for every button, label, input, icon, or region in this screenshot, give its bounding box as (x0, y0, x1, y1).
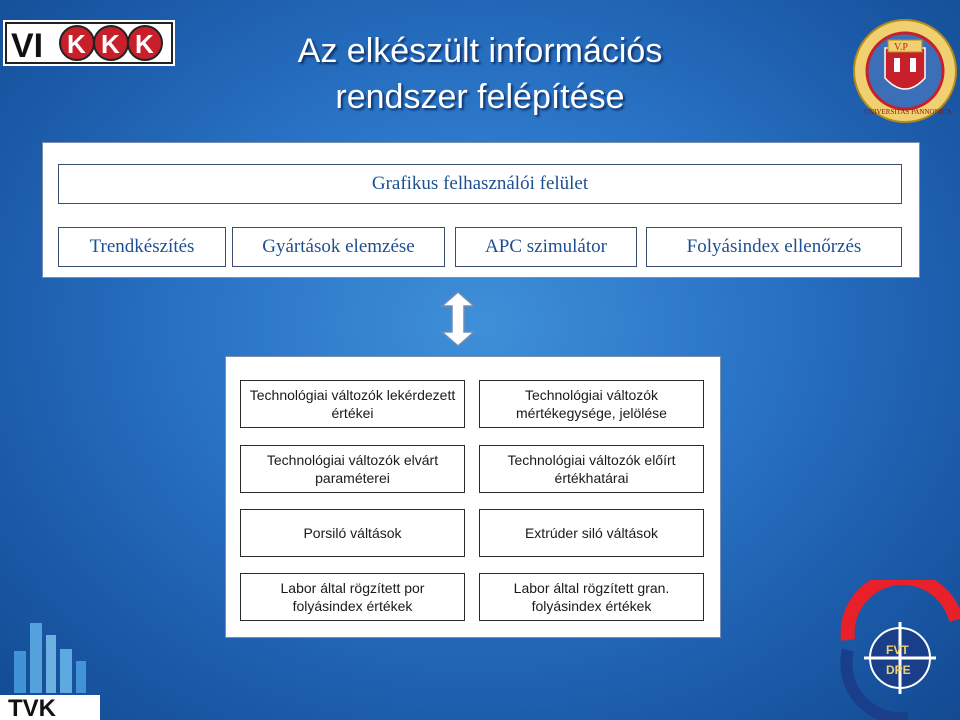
data-block-left-3: Porsiló váltások (240, 509, 465, 557)
gui-tab-apc-simulator: APC szimulátor (455, 227, 637, 267)
tvk-logo (0, 615, 100, 720)
title-line-2: rendszer felépítése (335, 78, 625, 116)
data-block-left-1: Technológiai változók lekérdezett értékei (240, 380, 465, 428)
gui-header-box: Grafikus felhasználói felület (58, 164, 902, 204)
data-block-right-1: Technológiai változók mértékegysége, jelölése (479, 380, 704, 428)
double-arrow-vertical-icon (440, 290, 476, 348)
svg-text:TVK: TVK (8, 695, 56, 720)
vikkk-logo (3, 20, 175, 66)
university-seal-logo (852, 18, 958, 124)
data-block-right-2: Technológiai változók előírt értékhatárai (479, 445, 704, 493)
dpe-department-logo (838, 580, 960, 720)
gui-tab-production-analysis: Gyártások elemzése (232, 227, 445, 267)
svg-text:UNIVERSITAS PANNONICA: UNIVERSITAS PANNONICA (864, 108, 952, 116)
data-block-right-3: Extrúder siló váltások (479, 509, 704, 557)
svg-text:V.P: V.P (894, 42, 908, 53)
data-block-left-4: Labor által rögzített por folyásindex értékek (240, 573, 465, 621)
data-block-right-4: Labor által rögzített gran. folyásindex értékek (479, 573, 704, 621)
title-line-1: Az elkészült információs (297, 32, 663, 70)
svg-text:VI: VI (11, 27, 44, 65)
gui-tab-flow-index-check: Folyásindex ellenőrzés (646, 227, 902, 267)
svg-text:FVT: FVT (886, 643, 909, 657)
gui-tab-trend: Trendkészítés (58, 227, 226, 267)
svg-text:K: K (67, 29, 86, 59)
data-block-left-2: Technológiai változók elvárt paraméterei (240, 445, 465, 493)
svg-text:K: K (101, 29, 120, 59)
svg-text:K: K (135, 29, 154, 59)
slide-title (200, 28, 760, 120)
svg-text:DPE: DPE (886, 663, 911, 677)
